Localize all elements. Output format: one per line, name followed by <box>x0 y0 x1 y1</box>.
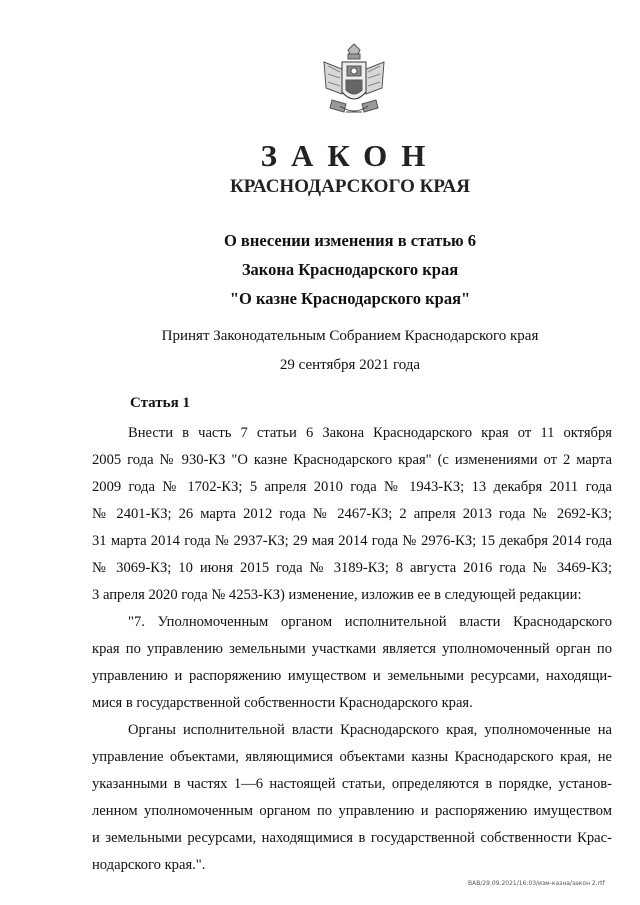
article-line: 2005 года № 930-КЗ "О казне Краснодарского края" (с изменениями от 2 марта <box>92 452 612 468</box>
subject-line: Закона Краснодарского края <box>241 260 459 279</box>
article-line: и земельными ресурсами, находящимися в государственной собственности Крас- <box>92 830 612 846</box>
coat-of-arms-icon <box>318 42 390 120</box>
subject-line: "О казне Краснодарского края" <box>229 289 471 308</box>
adopted-by: Принят Законодательным Собранием Краснодарского края <box>161 328 539 344</box>
article-line: Внести в часть 7 статьи 6 Закона Краснодарского края от 11 октября <box>128 425 612 441</box>
article-line: управление объектами, являющимися объектами казны Краснодарского края, не <box>92 749 612 765</box>
law-title: ЗАКОН <box>260 138 440 173</box>
article-line: № 3069-КЗ; 10 июня 2015 года № 3189-КЗ; 8 августа 2016 года № 3469-КЗ; <box>92 560 612 576</box>
article-line: № 2401-КЗ; 26 марта 2012 года № 2467-КЗ; 2 апреля 2013 года № 2692-КЗ; <box>92 506 612 522</box>
article-line: 2009 года № 1702-КЗ; 5 апреля 2010 года № 1943-КЗ; 13 декабря 2011 года <box>92 479 612 495</box>
region-title: КРАСНОДАРСКОГО КРАЯ <box>229 176 471 197</box>
article-heading: Статья 1 <box>130 395 190 411</box>
article-line: Органы исполнительной власти Краснодарского края, уполномоченные на <box>128 722 612 738</box>
article-line: указанными в частях 1—6 настоящей статьи, определяются в порядке, установ- <box>92 776 612 792</box>
article-line: 31 марта 2014 года № 2937-КЗ; 29 мая 2014 года № 2976-КЗ; 15 декабря 2014 года <box>92 533 612 549</box>
article-line: нодарского края.". <box>92 857 206 873</box>
article-line: ленном уполномоченным органом по управлению и распоряжению имуществом <box>92 803 612 819</box>
article-line: управлению и распоряжению имуществом и земельными ресурсами, находящи- <box>92 668 612 684</box>
article-line: края по управлению земельными участками является уполномоченный орган по <box>92 641 612 657</box>
file-stamp: ВАВ/29.09.2021/16:03/изм-казна/закон 2.rtf <box>468 880 605 887</box>
subject-line: О внесении изменения в статью 6 <box>223 231 477 250</box>
article-line: 3 апреля 2020 года № 4253-КЗ) изменение, изложив ее в следующей редакции: <box>92 587 582 603</box>
article-line: мися в государственной собственности Краснодарского края. <box>92 695 473 711</box>
adoption-date: 29 сентября 2021 года <box>279 357 421 373</box>
article-line: "7. Уполномоченным органом исполнительной власти Краснодарского <box>128 614 612 630</box>
